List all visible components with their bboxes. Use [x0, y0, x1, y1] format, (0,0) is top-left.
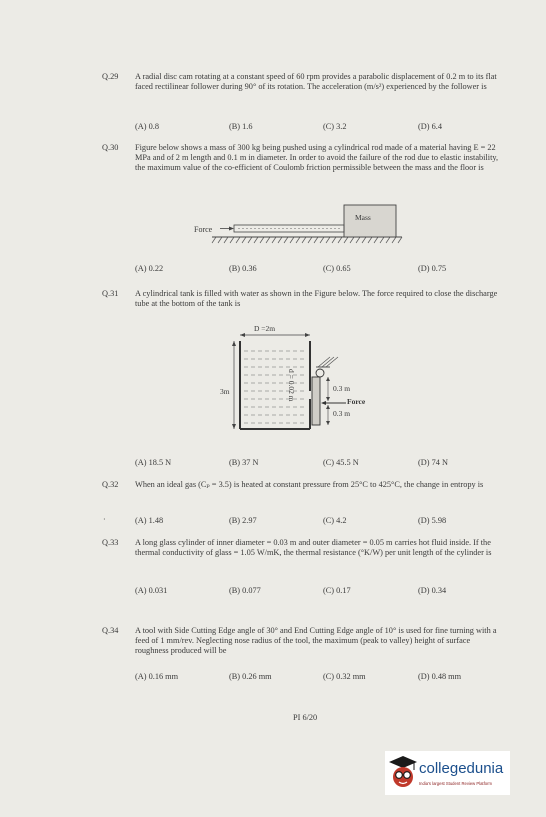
tank-figure — [218, 321, 398, 436]
option-d: (D) 74 N — [418, 458, 448, 467]
lower-gap-label: 0.3 m — [333, 409, 351, 418]
option-c: (C) 0.65 — [323, 264, 351, 273]
option-d: (D) 6.4 — [418, 122, 442, 131]
option-d: (D) 5.98 — [418, 516, 447, 525]
mass-label: Mass — [355, 213, 371, 222]
force-label: Force — [194, 225, 213, 234]
question-text: A long glass cylinder of inner diameter = 0.03 m and outer diameter = 0.05 m carries hot fluid inside. If the thermal conductivity of glass = 1.05 W/mK, the thermal resistance (°K/W) per unit length of the cylinder is — [135, 538, 492, 558]
option-b: (B) 1.6 — [229, 122, 253, 131]
upper-gap-label: 0.3 m — [333, 384, 351, 393]
arrow-icon — [321, 401, 326, 405]
question-text: A tool with Side Cutting Edge angle of 30° and End Cutting Edge angle of 10° is used for fine turning with a feed of 1 mm/rev. Neglecting nose radius of the tool, the maximum (peak to valley) height of surface roughness produced will be — [135, 626, 497, 656]
option-a: (A) 0.031 — [135, 586, 168, 595]
arrow-icon — [229, 227, 234, 231]
option-c: (C) 4.2 — [323, 516, 347, 525]
option-d: (D) 0.48 mm — [418, 672, 462, 681]
question-text: When an ideal gas (Cₚ = 3.5) is heated at constant pressure from 25°C to 425°C, the change in entropy is — [135, 480, 484, 489]
closing-plate — [312, 377, 320, 425]
rod-mass-figure — [190, 203, 420, 248]
option-a: (A) 1.48 — [135, 516, 164, 525]
tube-diameter-label: d = 0.02 m — [287, 369, 296, 402]
height-label: 3m — [220, 387, 230, 396]
question-text: Figure below shows a mass of 300 kg being pushed using a cylindrical rod made of a material having E = 22 MPa and of 2 m length and 0.1 m in diameter. In order to avoid the failure of the rod due to elastic instability, the maximum value of the co-efficient of Coulomb friction permissible between the mass and the floor is — [135, 143, 499, 173]
diameter-label: D =2m — [254, 324, 276, 333]
option-b: (B) 2.97 — [229, 516, 257, 525]
question-number: Q.32 — [102, 480, 119, 489]
question-number: Q.30 — [102, 143, 119, 152]
stray-mark: · — [103, 515, 106, 524]
option-c: (C) 0.32 mm — [323, 672, 366, 681]
logo-tagline: India's largest Student Review Platform — [419, 781, 492, 786]
graduate-mascot-icon — [387, 753, 419, 793]
option-b: (B) 0.26 mm — [229, 672, 272, 681]
rod-mass-diagram — [190, 203, 420, 248]
option-a: (A) 0.8 — [135, 122, 159, 131]
question-text: A radial disc cam rotating at a constant speed of 60 rpm provides a parabolic displacement of 0.2 m to its flat faced rectilinear follower during 90° of its rotation. The acceleration (m/s²) experienced by the follower is — [135, 72, 497, 92]
option-d: (D) 0.34 — [418, 586, 447, 595]
option-b: (B) 0.36 — [229, 264, 257, 273]
hinge-icon — [316, 369, 324, 377]
force-label: Force — [347, 397, 366, 406]
option-a: (A) 18.5 N — [135, 458, 172, 467]
question-text: A cylindrical tank is filled with water as shown in the Figure below. The force required to close the discharge tube at the bottom of the tank is — [135, 289, 498, 309]
option-c: (C) 3.2 — [323, 122, 347, 131]
option-c: (C) 45.5 N — [323, 458, 359, 467]
question-number: Q.31 — [102, 289, 119, 298]
question-number: Q.33 — [102, 538, 119, 547]
page-number: PI 6/20 — [293, 713, 318, 722]
collegedunia-logo[interactable] — [385, 751, 510, 795]
question-number: Q.34 — [102, 626, 119, 635]
logo-wordmark: collegedunia — [419, 760, 504, 777]
question-number: Q.29 — [102, 72, 119, 81]
option-c: (C) 0.17 — [323, 586, 351, 595]
option-a: (A) 0.16 mm — [135, 672, 179, 681]
option-b: (B) 0.077 — [229, 586, 261, 595]
option-b: (B) 37 N — [229, 458, 259, 467]
option-a: (A) 0.22 — [135, 264, 164, 273]
tank-diagram — [218, 321, 398, 436]
option-d: (D) 0.75 — [418, 264, 447, 273]
